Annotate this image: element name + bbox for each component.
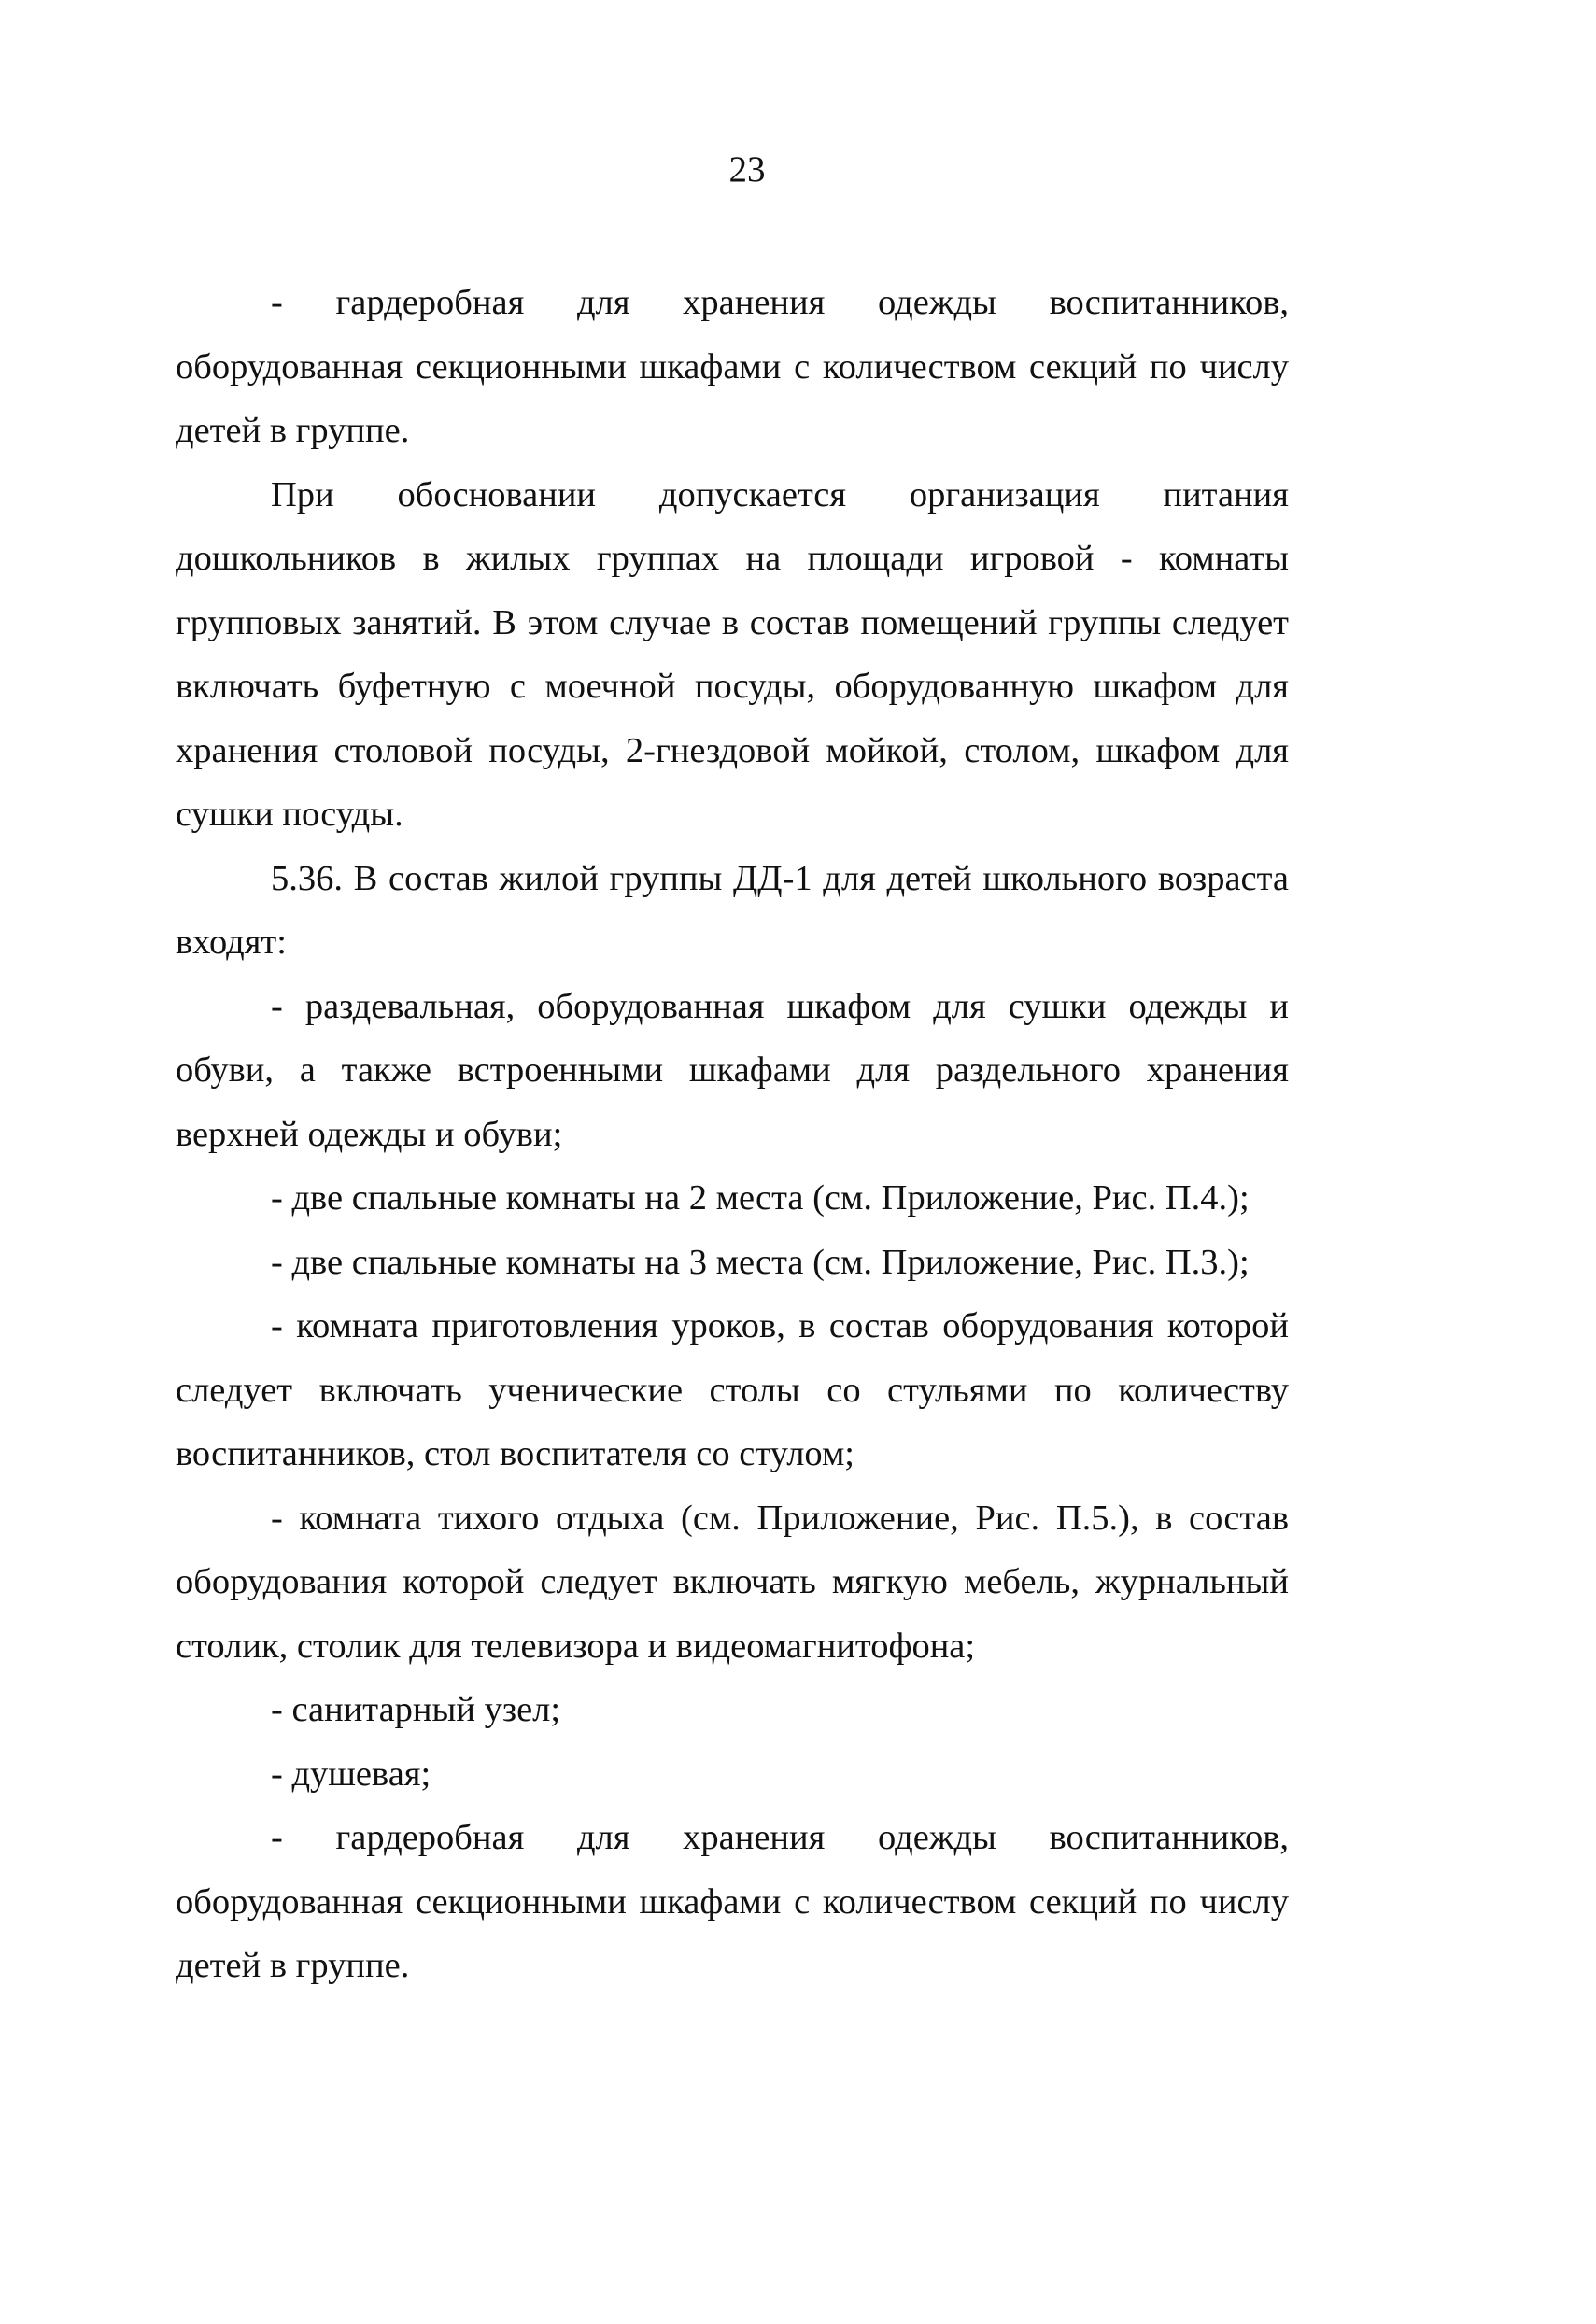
paragraph-study-room: - комната приготовления уроков, в состав оборудования которой следует включать ученические столы со стульями по количеству воспитанников, стол воспитателя со стулом; <box>176 1306 1289 1473</box>
document-body <box>176 271 1289 1998</box>
page-number: 23 <box>728 149 766 190</box>
paragraph-wardrobe-2: - гардеробная для хранения одежды воспитанников, оборудованная секционными шкафами с количеством секций по числу детей в группе. <box>176 1818 1289 1985</box>
paragraph-sanitary: - санитарный узел; <box>271 1690 561 1729</box>
paragraph-shower: - душевая; <box>271 1754 431 1794</box>
paragraph-quiet-room: - комната тихого отдыха (см. Приложение, Рис. П.5.), в состав оборудования которой следует включать мягкую мебель, журнальный столик, столик для телевизора и видеомагнитофона; <box>176 1498 1289 1666</box>
paragraph-section-5-36: 5.36. В состав жилой группы ДД-1 для детей школьного возраста входят: <box>176 858 1289 962</box>
paragraph-changing-room: - раздевальная, оборудованная шкафом для сушки одежды и обуви, а также встроенными шкафами для раздельного хранения верхней одежды и обуви; <box>176 986 1289 1154</box>
paragraph-catering: При обосновании допускается организация питания дошкольников в жилых группах на площади игровой - комнаты групповых занятий. В этом случае в состав помещений группы следует включать буфетную с моечной посуды, оборудованную шкафом для хранения столовой посуды, 2-гнездовой мойкой, столом, шкафом для сушки посуды. <box>176 474 1289 834</box>
paragraph-wardrobe-1: - гардеробная для хранения одежды воспитанников, оборудованная секционными шкафами с количеством секций по числу детей в группе. <box>176 283 1289 450</box>
paragraph-bedrooms-2: - две спальные комнаты на 2 места (см. Приложение, Рис. П.4.); <box>271 1178 1250 1218</box>
paragraph-bedrooms-3: - две спальные комнаты на 3 места (см. Приложение, Рис. П.3.); <box>271 1242 1250 1282</box>
